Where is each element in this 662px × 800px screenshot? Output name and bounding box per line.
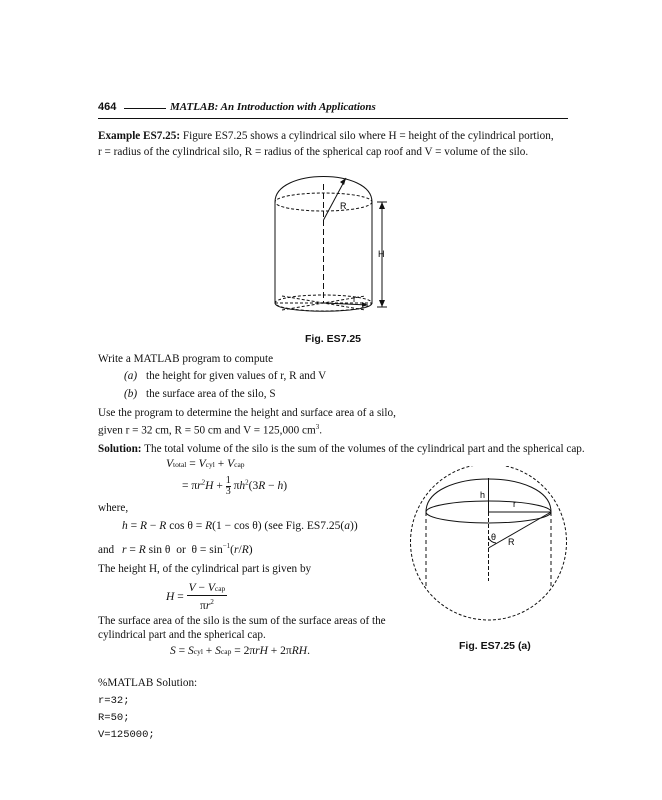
cube-superscript: 3 (315, 423, 320, 431)
task-item-b-text: the surface area of the silo, S (146, 388, 276, 400)
figure1-caption: Fig. ES7.25 (305, 333, 362, 345)
fig2-label-theta: θ (491, 532, 497, 542)
fig1-label-r: r (353, 294, 356, 304)
header-dash (124, 108, 166, 109)
R-line (324, 178, 347, 220)
task-item-a-text: the height for given values of r, R and V (146, 370, 327, 382)
equation-S: S = Scyl + Scap = 2πrH + 2πRH. (170, 645, 310, 657)
equation-H: H = V − Vcap $\pi r^2$ (166, 582, 226, 612)
matlab-code-block (98, 693, 155, 744)
equation-r: r = R sin θ or $\theta = \sin^{-1}(r/R)$ (122, 542, 253, 556)
fig2-label-R: R (508, 537, 515, 547)
task-use-line-2 (98, 420, 322, 439)
and-label: and (98, 544, 115, 556)
use-line-2-text: given r = 32 cm, R = 50 cm and V = 125,000 cm (98, 424, 316, 437)
figure2-caption: Fig. ES7.25 (a) (459, 640, 531, 652)
example-text-1: Figure ES7.25 shows a cylindrical silo where H = height of the cylindrical portion, (182, 130, 554, 142)
solution-line (98, 442, 585, 457)
example-label: Example ES7.25: (98, 130, 181, 142)
height-text: The height H, of the cylindrical part is given by (98, 563, 312, 575)
header-rule (98, 118, 568, 119)
code-line: r=32; (98, 695, 130, 707)
solution-label: Solution: (98, 443, 142, 455)
task-intro: Write a MATLAB program to compute (98, 353, 274, 365)
equation-vtotal: Vtotal = Vcyl + Vcap (166, 458, 245, 470)
code-line: V=125000; (98, 729, 155, 741)
fig2-label-r: r (513, 499, 516, 509)
fig2-label-h: h (480, 490, 486, 500)
book-title: MATLAB: An Introduction with Applications (170, 101, 376, 113)
radius-R-line (489, 512, 552, 548)
equation-volume-expanded: = $\pi r^2H$ + $\frac{1}{3}$ $\pi h^2(3R - h)$ (182, 475, 288, 497)
surface-line-1: The surface area of the silo is the sum of the surface areas of the (98, 615, 386, 627)
equation-h: h = R − R cos θ = R(1 − cos θ) (see Fig. ES7.25(a)) (122, 520, 358, 532)
sphere-figure (408, 466, 568, 636)
where-label: where, (98, 502, 129, 514)
surface-line-2: cylindrical part and the spherical cap. (98, 629, 266, 641)
task-item-a-marker: (a) (124, 370, 138, 382)
matlab-heading: %MATLAB Solution: (98, 677, 198, 689)
solution-text: The total volume of the silo is the sum of the volumes of the cylindrical part and the spherical cap. (144, 443, 585, 455)
silo-figure (260, 168, 410, 328)
fig1-label-R: R (340, 201, 347, 211)
use-line-2-end: . (319, 424, 322, 437)
task-use-line-1: Use the program to determine the height and surface area of a silo, (98, 407, 396, 419)
fig1-label-H: H (378, 249, 385, 259)
example-line-1 (98, 129, 554, 144)
page-number: 464 (98, 101, 117, 113)
task-item-b-marker: (b) (124, 388, 138, 400)
example-line-2: r = radius of the cylindrical silo, R = radius of the spherical cap roof and V = volume of the silo. (98, 146, 529, 158)
code-line: R=50; (98, 712, 130, 724)
